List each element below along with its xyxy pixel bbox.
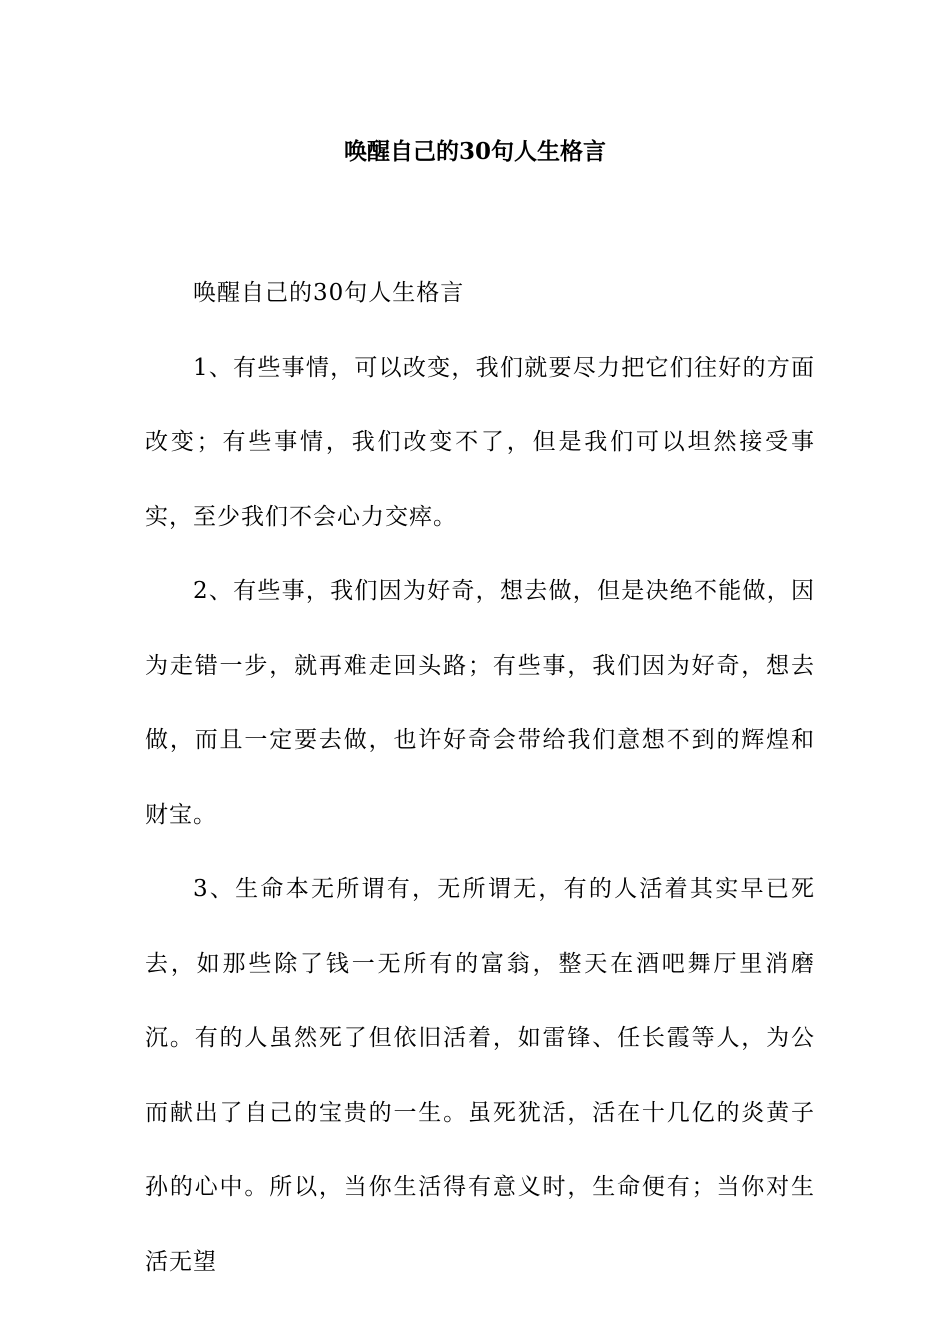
paragraph-heading: 唤醒自己的30句人生格言 — [193, 280, 465, 306]
paragraph-2: 2、有些事，我们因为好奇，想去做，但是决绝不能做，因为走错一步，就再难走回头路；有些事，我们因为好奇，想去做，而且一定要去做，也许好奇会带给我们意想不到的辉煌和财宝。 — [145, 578, 815, 828]
document-title: 唤醒自己的30句人生格言 — [343, 138, 606, 165]
paragraph-3: 3、生命本无所谓有，无所谓无，有的人活着其实早已死去，如那些除了钱一无所有的富翁，整天在酒吧舞厅里消磨沉。有的人虽然死了但依旧活着，如雷锋、任长霞等人，为公而献出了自己的宝贵的一生。虽死犹活，活在十几亿的炎黄子孙的心中。所以，当你生活得有意义时，生命便有；当你对生活无望 — [145, 876, 815, 1275]
paragraph-1: 1、有些事情，可以改变，我们就要尽力把它们往好的方面改变；有些事情，我们改变不了，但是我们可以坦然接受事实，至少我们不会心力交瘁。 — [145, 354, 815, 530]
document-body — [145, 256, 815, 1299]
